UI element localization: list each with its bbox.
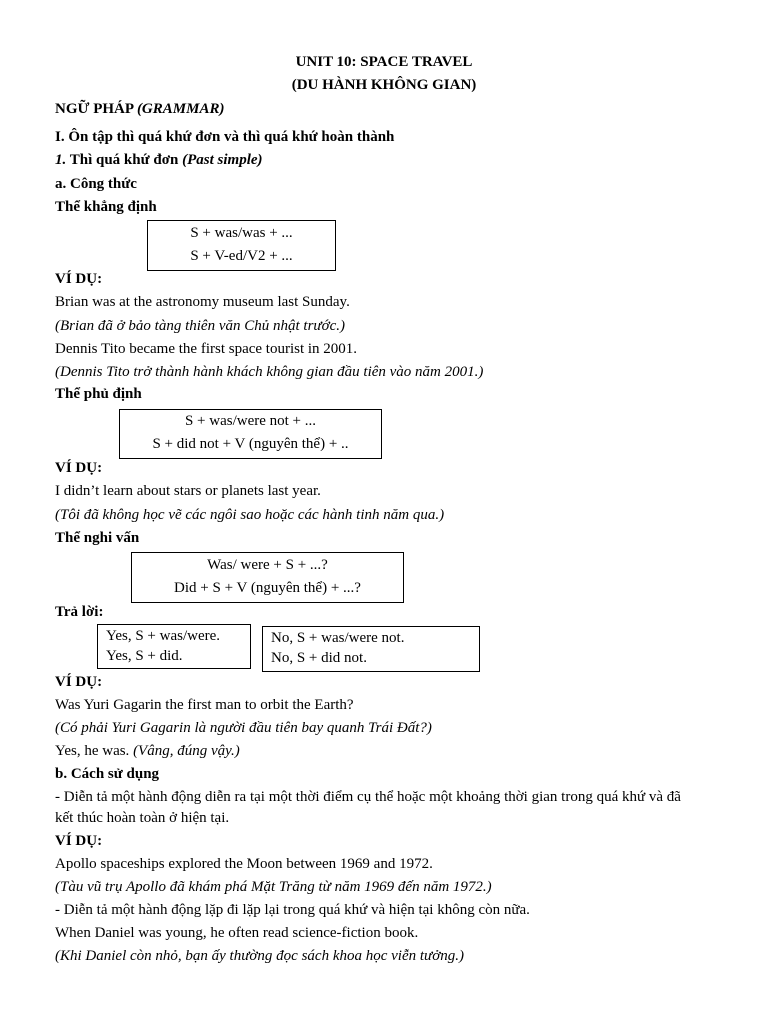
example-label: VÍ DỤ: xyxy=(55,460,103,476)
interrogative-formula-box xyxy=(131,552,404,603)
usage-text: - Diễn tả một hành động lặp đi lặp lại trong quá khứ và hiện tại không còn nữa. xyxy=(55,902,530,918)
negative-formula-box xyxy=(119,409,382,459)
answer-line: Yes, S + did. xyxy=(106,648,183,664)
formula-line: S + was/was + ... xyxy=(190,225,293,241)
subsection-label: Thì quá khứ đơn xyxy=(66,152,183,168)
formula-line: S + V-ed/V2 + ... xyxy=(190,248,293,264)
example-sentence: Brian was at the astronomy museum last Sunday. xyxy=(55,294,350,310)
subsection-number: 1. xyxy=(55,152,67,168)
example-sentence: I didn’t learn about stars or planets last year. xyxy=(55,483,321,499)
example-sentence: Dennis Tito became the first space tourist in 2001. xyxy=(55,341,358,357)
example-label: VÍ DỤ: xyxy=(55,833,103,849)
negative-heading: Thể phủ định xyxy=(55,386,142,402)
formula-heading: a. Công thức xyxy=(55,176,137,192)
example-translation: (Tàu vũ trụ Apollo đã khám phá Mặt Trăng từ năm 1969 đến năm 1972.) xyxy=(55,879,492,895)
example-sentence: Was Yuri Gagarin the first man to orbit the Earth? xyxy=(55,697,354,713)
formula-line: S + did not + V (nguyên thể) + .. xyxy=(152,436,349,452)
section-title: I. Ôn tập thì quá khứ đơn và thì quá khứ hoàn thành xyxy=(55,129,395,145)
example-translation: (Khi Daniel còn nhỏ, bạn ấy thường đọc sách khoa học viễn tưởng.) xyxy=(55,948,464,964)
example-translation: (Dennis Tito trở thành hành khách không gian đầu tiên vào năm 2001.) xyxy=(55,364,484,380)
answer-yes-box xyxy=(97,624,251,669)
answer-line: No, S + was/were not. xyxy=(271,630,405,646)
usage-text: - Diễn tả một hành động diễn ra tại một thời điểm cụ thể hoặc một khoảng thời gian trong quá khứ và đã xyxy=(55,789,681,805)
grammar-heading-label: NGỮ PHÁP xyxy=(55,101,134,117)
example-sentence: When Daniel was young, he often read science-fiction book. xyxy=(55,925,419,941)
usage-heading: b. Cách sử dụng xyxy=(55,766,160,782)
example-translation: (Có phải Yuri Gagarin là người đầu tiên bay quanh Trái Đất?) xyxy=(55,720,432,736)
answer-line: No, S + did not. xyxy=(271,650,367,666)
answer-heading: Trả lời: xyxy=(55,604,104,620)
usage-text: kết thúc hoàn toàn ở hiện tại. xyxy=(55,810,230,826)
grammar-heading-english: (GRAMMAR) xyxy=(136,101,225,117)
example-translation: (Tôi đã không học vẽ các ngôi sao hoặc các hành tinh năm qua.) xyxy=(55,507,445,523)
example-answer-vi: (Vâng, đúng vậy.) xyxy=(133,743,240,759)
subsection-english: (Past simple) xyxy=(182,152,263,168)
example-label: VÍ DỤ: xyxy=(55,674,103,690)
grammar-heading xyxy=(55,100,224,118)
page-title: UNIT 10: SPACE TRAVEL xyxy=(295,54,473,70)
affirmative-formula-box xyxy=(147,220,336,271)
page-subtitle: (DU HÀNH KHÔNG GIAN) xyxy=(291,77,477,93)
example-translation: (Brian đã ở bảo tàng thiên văn Chủ nhật trước.) xyxy=(55,318,346,334)
example-answer-en: Yes, he was. xyxy=(55,743,134,759)
affirmative-heading: Thể khẳng định xyxy=(55,199,157,215)
answer-line: Yes, S + was/were. xyxy=(106,628,221,644)
example-answer xyxy=(55,742,240,760)
formula-line: S + was/were not + ... xyxy=(184,413,317,429)
example-label: VÍ DỤ: xyxy=(55,271,103,287)
formula-line: Did + S + V (nguyên thể) + ...? xyxy=(174,580,361,596)
subsection-title xyxy=(55,151,263,169)
example-sentence: Apollo spaceships explored the Moon between 1969 and 1972. xyxy=(55,856,433,872)
interrogative-heading: Thể nghi vấn xyxy=(55,530,140,546)
answer-no-box xyxy=(262,626,480,672)
formula-line: Was/ were + S + ...? xyxy=(207,557,328,573)
